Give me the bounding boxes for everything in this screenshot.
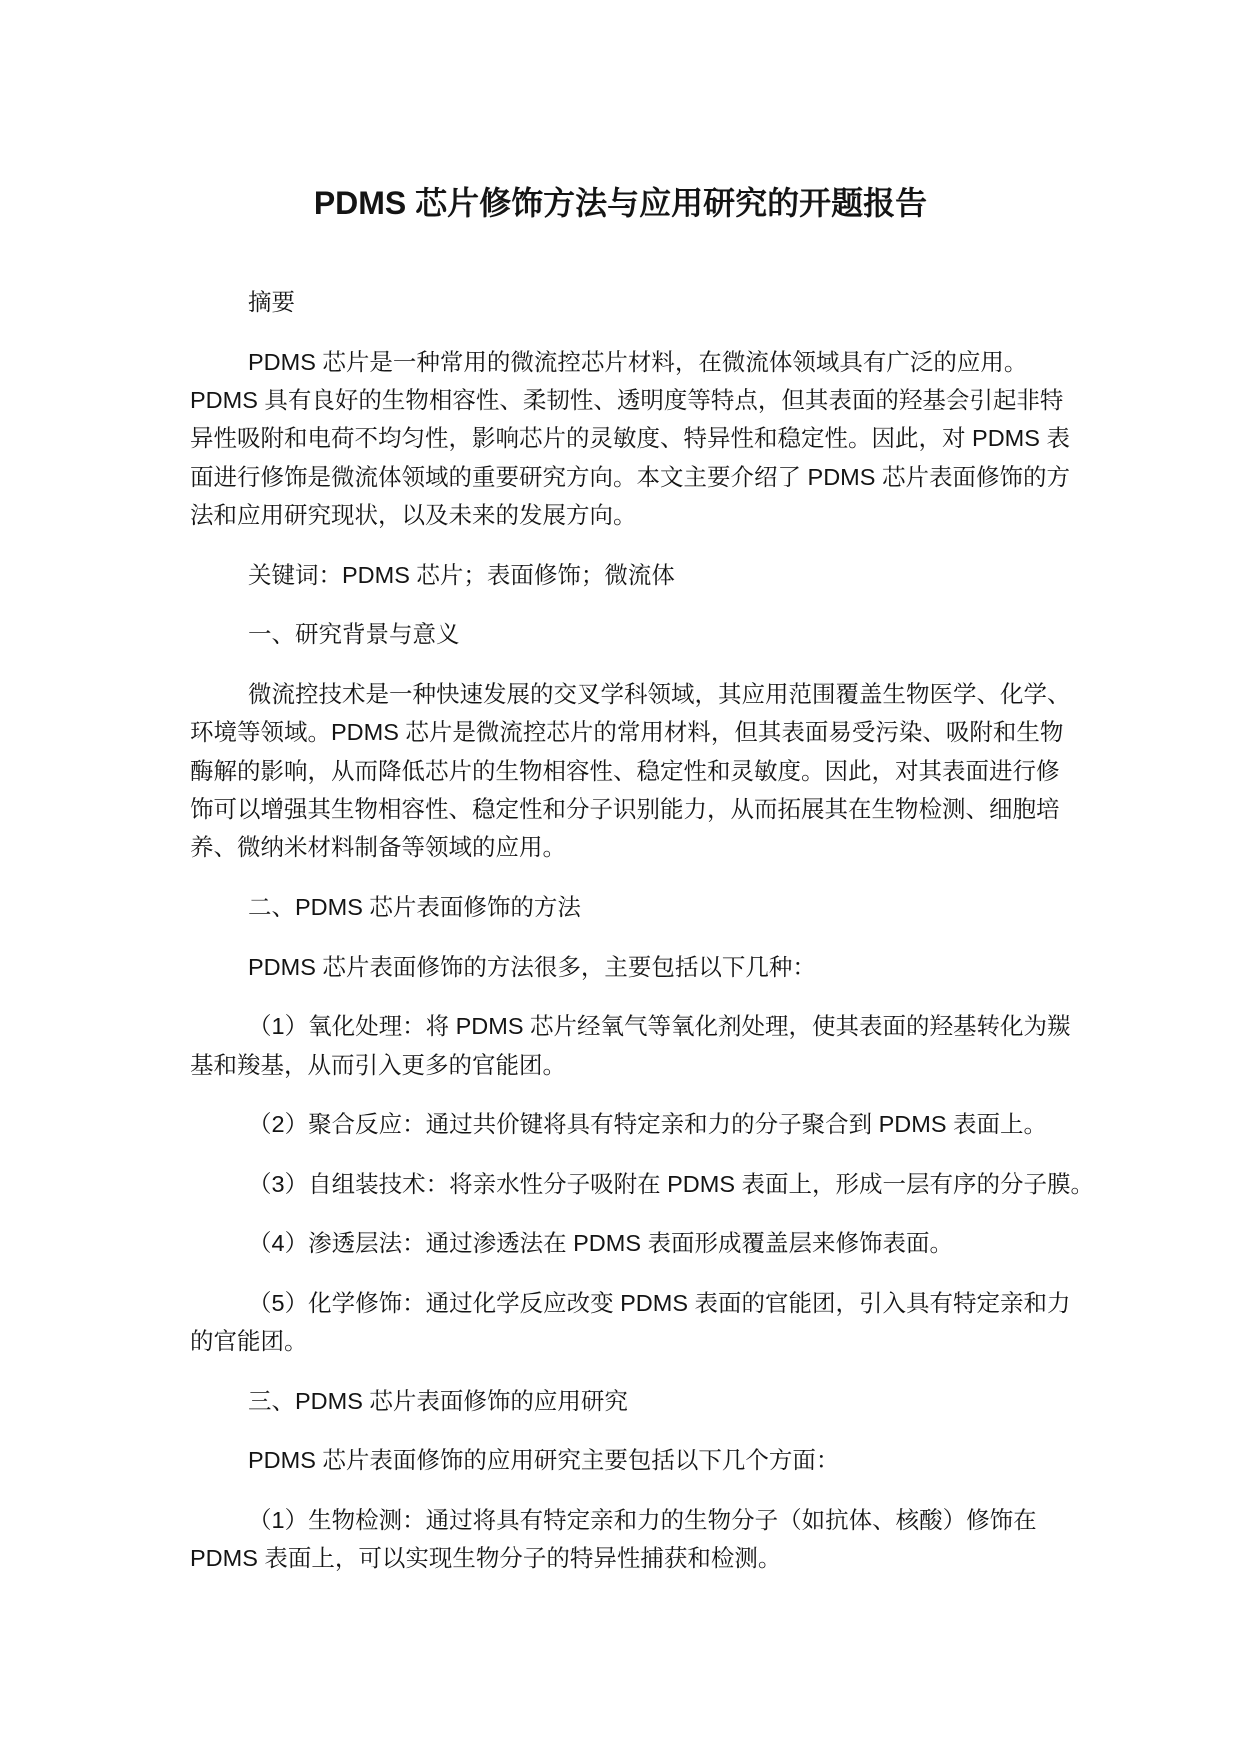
paragraph-line: （3）自组装技术：将亲水性分子吸附在 PDMS 表面上，形成一层有序的分子膜。 xyxy=(248,1170,1095,1197)
method-item-4 xyxy=(190,1224,1070,1262)
paragraph-line: PDMS 具有良好的生物相容性、柔韧性、透明度等特点，但其表面的羟基会引起非特 xyxy=(190,386,1064,413)
paragraph-line: 的官能团。 xyxy=(190,1328,308,1355)
method-item-1 xyxy=(190,1007,1070,1084)
keywords-paragraph xyxy=(190,556,1070,594)
method-item-2 xyxy=(190,1105,1070,1143)
section-heading-1 xyxy=(190,615,1070,653)
paragraph-line: 环境等领域。PDMS 芯片是微流控芯片的常用材料，但其表面易受污染、吸附和生物 xyxy=(190,719,1064,746)
paragraph-line: 异性吸附和电荷不均匀性，影响芯片的灵敏度、特异性和稳定性。因此，对 PDMS 表 xyxy=(190,425,1070,452)
paragraph-line: 酶解的影响，从而降低芯片的生物相容性、稳定性和灵敏度。因此，对其表面进行修 xyxy=(190,757,1060,784)
paragraph-line: （5）化学修饰：通过化学反应改变 PDMS 表面的官能团，引入具有特定亲和力 xyxy=(248,1289,1071,1316)
paragraph-line: 面进行修饰是微流体领域的重要研究方向。本文主要介绍了 PDMS 芯片表面修饰的方 xyxy=(190,463,1070,490)
application-item-1 xyxy=(190,1501,1070,1578)
paragraph-line: 基和羧基，从而引入更多的官能团。 xyxy=(190,1051,566,1078)
paragraph-line: 养、微纳米材料制备等领域的应用。 xyxy=(190,834,566,861)
applications-intro-paragraph xyxy=(190,1441,1070,1479)
paragraph-line: 法和应用研究现状，以及未来的发展方向。 xyxy=(190,502,637,529)
paragraph-line: 摘要 xyxy=(248,289,295,315)
methods-intro-paragraph xyxy=(190,948,1070,986)
paragraph-line: （4）渗透层法：通过渗透法在 PDMS 表面形成覆盖层来修饰表面。 xyxy=(248,1230,954,1257)
paragraph-line: PDMS 芯片是一种常用的微流控芯片材料，在微流体领域具有广泛的应用。 xyxy=(248,348,1028,375)
background-paragraph xyxy=(190,675,1070,867)
paragraph-line: PDMS 表面上，可以实现生物分子的特异性捕获和检测。 xyxy=(190,1545,782,1572)
paragraph-line: （2）聚合反应：通过共价键将具有特定亲和力的分子聚合到 PDMS 表面上。 xyxy=(248,1111,1048,1138)
document-body xyxy=(190,283,1095,1599)
paragraph-line: 三、PDMS 芯片表面修饰的应用研究 xyxy=(248,1387,628,1414)
paragraph-line: 饰可以增强其生物相容性、稳定性和分子识别能力，从而拓展其在生物检测、细胞培 xyxy=(190,796,1060,823)
paragraph-line: PDMS 芯片表面修饰的应用研究主要包括以下几个方面： xyxy=(248,1447,840,1474)
abstract-heading xyxy=(190,283,1070,321)
paragraph-line: 微流控技术是一种快速发展的交叉学科领域，其应用范围覆盖生物医学、化学、 xyxy=(248,680,1071,707)
document-title: PDMS 芯片修饰方法与应用研究的开题报告 xyxy=(313,185,928,221)
paragraph-line: 关键词：PDMS 芯片；表面修饰；微流体 xyxy=(248,561,675,588)
section-heading-3 xyxy=(190,1382,1070,1420)
paragraph-line: （1）生物检测：通过将具有特定亲和力的生物分子（如抗体、核酸）修饰在 xyxy=(248,1507,1037,1533)
method-item-5 xyxy=(190,1284,1070,1361)
abstract-paragraph xyxy=(190,343,1070,535)
paragraph-line: PDMS 芯片表面修饰的方法很多，主要包括以下几种： xyxy=(248,953,816,980)
section-heading-2 xyxy=(190,888,1070,926)
paragraph-line: 二、PDMS 芯片表面修饰的方法 xyxy=(248,894,581,921)
paragraph-line: （1）氧化处理：将 PDMS 芯片经氧气等氧化剂处理，使其表面的羟基转化为羰 xyxy=(248,1013,1071,1040)
method-item-3 xyxy=(190,1165,1095,1203)
paragraph-line: 一、研究背景与意义 xyxy=(248,621,460,648)
